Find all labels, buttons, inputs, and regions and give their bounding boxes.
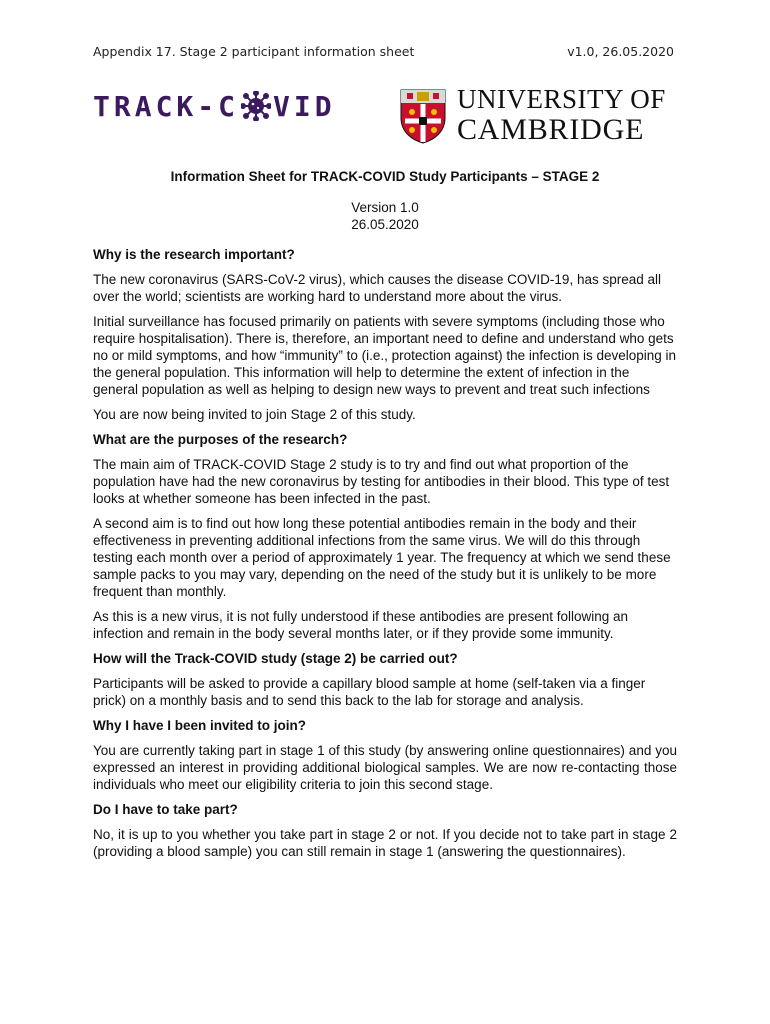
- section-paragraph: Initial surveillance has focused primarily on patients with severe symptoms (including those who require hospitalisation). There is, therefore, an important need to define and understand who gets no or mild symptoms, and how “immunity” to (i.e., protection against) the infection is developing in the general population. This information will help to determine the extent of infection in the general population as well as helping to design new ways to prevent and treat such infections: [93, 314, 677, 397]
- section-heading: Why I have I been invited to join?: [93, 718, 307, 733]
- section-paragraph: No, it is up to you whether you take part in stage 2 or not. If you decide not to take part in stage 2 (providing a blood sample) you can still remain in stage 1 (answering the questionnaires).: [93, 827, 677, 859]
- virus-icon: [241, 91, 271, 121]
- section-heading: What are the purposes of the research?: [93, 432, 348, 447]
- document-version-block: [0, 199, 770, 233]
- track-covid-logo-right: VID: [273, 89, 336, 123]
- cambridge-logo-line2: CAMBRIDGE: [457, 113, 645, 146]
- section-paragraph: The new coronavirus (SARS-CoV-2 virus), which causes the disease COVID-19, has spread all over the world; scientists are working hard to understand more about the virus.: [93, 272, 661, 304]
- page-header-version: v1.0, 26.05.2020: [567, 44, 674, 59]
- track-covid-logo: [93, 86, 336, 126]
- document-title: Information Sheet for TRACK-COVID Study Participants – STAGE 2: [170, 169, 600, 184]
- section-paragraph: As this is a new virus, it is not fully understood if these antibodies are present following an infection and remain in the body several months later, or if they provide some immunity.: [93, 609, 629, 641]
- section-heading: How will the Track-COVID study (stage 2) be carried out?: [93, 651, 458, 666]
- track-covid-logo-left: TRACK-C: [93, 89, 240, 123]
- section-paragraph: The main aim of TRACK-COVID Stage 2 study is to try and find out what proportion of the population have had the new coronavirus by testing for antibodies in their blood. This type of test looks at whether someone has been infected in the past.: [93, 457, 670, 506]
- section-paragraph: Participants will be asked to provide a capillary blood sample at home (self-taken via a finger prick) on a monthly basis and to send this back to the lab for storage and analysis.: [93, 676, 646, 708]
- cambridge-crest-icon: [399, 88, 447, 144]
- cambridge-logo-line1: UNIVERSITY OF: [457, 84, 666, 114]
- section-paragraph: You are now being invited to join Stage 2 of this study.: [93, 407, 416, 422]
- document-date: 26.05.2020: [351, 217, 419, 232]
- section-heading: Why is the research important?: [93, 247, 295, 262]
- document-body: [93, 246, 677, 868]
- section-paragraph: You are currently taking part in stage 1 of this study (by answering online questionnaires) and you expressed an interest in providing additional biological samples. We are now re-contacting those individuals who meet our eligibility criteria to join this second stage.: [93, 743, 677, 792]
- document-version: Version 1.0: [351, 200, 419, 215]
- section-heading: Do I have to take part?: [93, 802, 238, 817]
- section-paragraph: A second aim is to find out how long these potential antibodies remain in the body and their effectiveness in preventing additional infections from the same virus. We will do this through testing each month over a period of approximately 1 year. The frequency at which we send these sample packs to you may vary, depending on the need of the study but it is unlikely to be more frequent than monthly.: [93, 516, 671, 599]
- page-header-left: Appendix 17. Stage 2 participant information sheet: [93, 44, 415, 59]
- university-of-cambridge-logo: [399, 86, 666, 145]
